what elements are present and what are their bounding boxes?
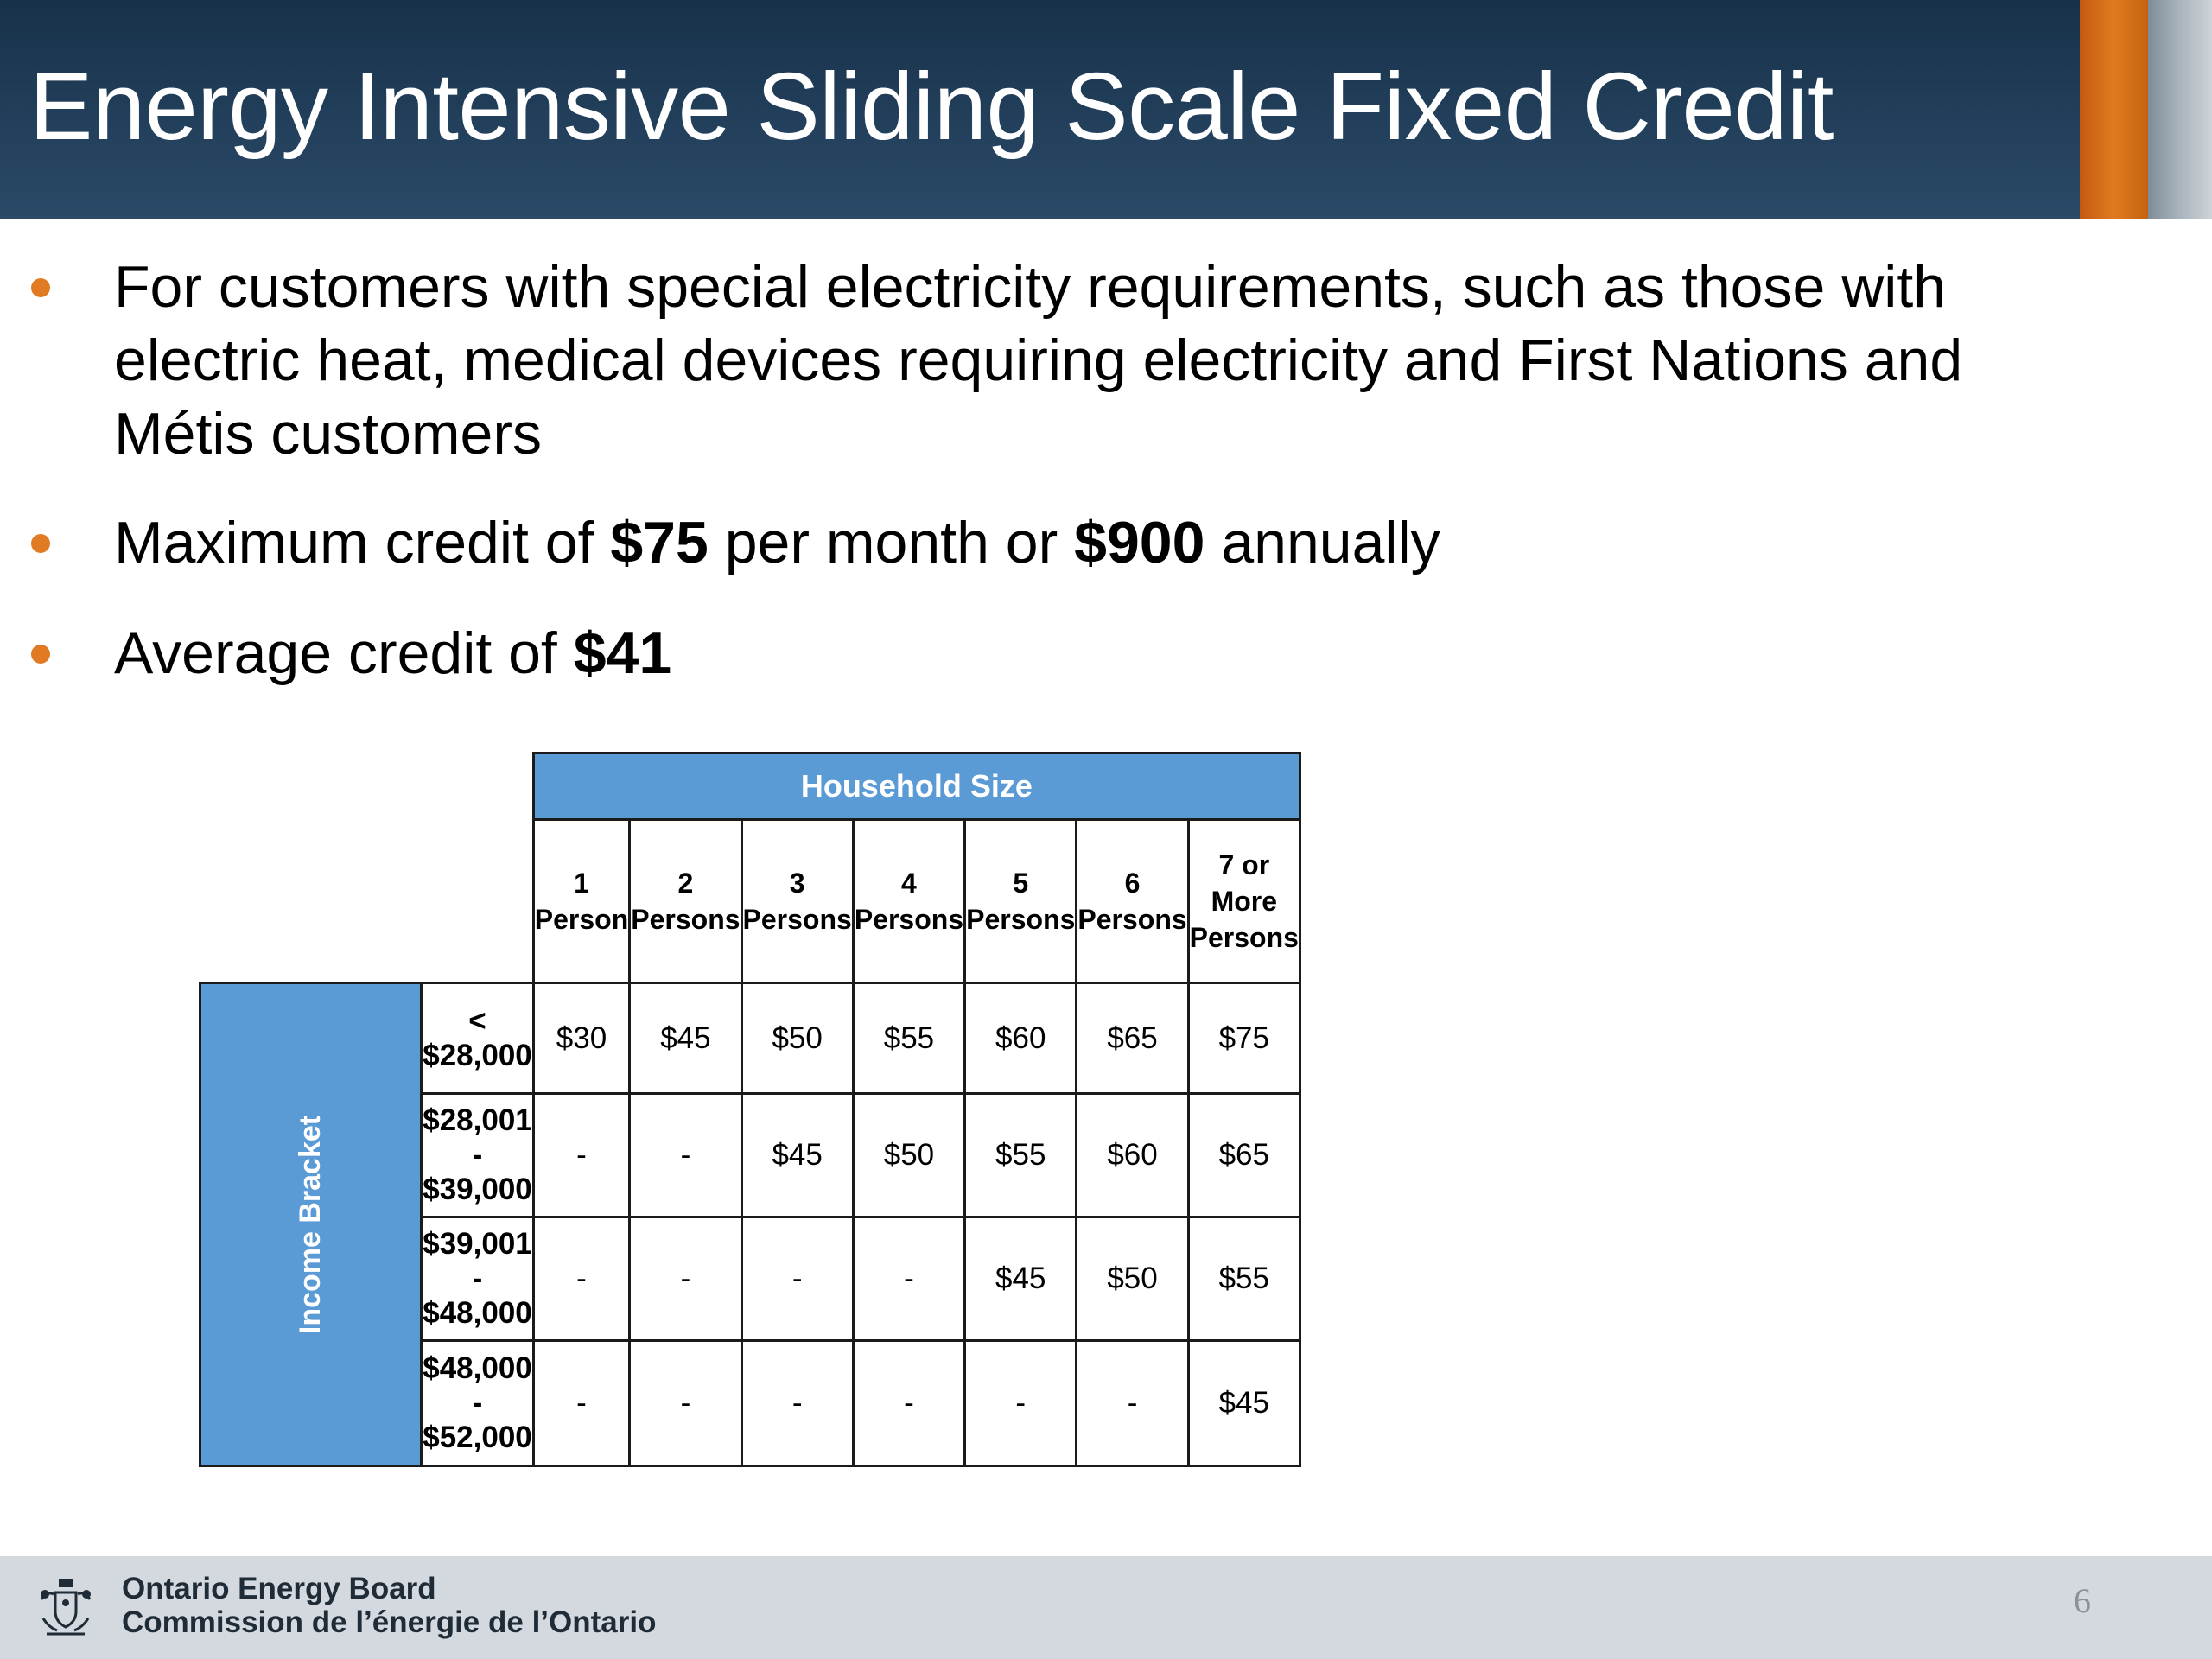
- table-cell: -: [630, 1341, 741, 1466]
- column-header-line: 3: [789, 868, 805, 899]
- max-monthly-credit: $75: [610, 510, 709, 575]
- gray-accent-stripe: [2148, 0, 2212, 219]
- table-cell: $45: [1188, 1341, 1300, 1466]
- column-header: [1077, 820, 1188, 983]
- column-header-line: 1 Person: [534, 868, 629, 935]
- ontario-coat-of-arms-icon: [35, 1573, 97, 1639]
- column-header-line: Persons: [631, 904, 741, 935]
- row-header: $48,000 - $52,000: [422, 1341, 534, 1466]
- table-cell: $30: [533, 983, 629, 1094]
- column-header: [853, 820, 964, 983]
- table-cell: $65: [1077, 983, 1188, 1094]
- column-header-line: 2: [677, 868, 694, 899]
- table-cell: -: [741, 1341, 853, 1466]
- average-credit: $41: [573, 620, 672, 686]
- column-header-line: Persons: [742, 904, 852, 935]
- table-cell: $55: [853, 983, 964, 1094]
- table-cell: $45: [741, 1094, 853, 1217]
- table-corner-empty: [200, 753, 534, 820]
- table-cell: $60: [1077, 1094, 1188, 1217]
- table-cell: $50: [853, 1094, 964, 1217]
- row-header: < $28,000: [422, 983, 534, 1094]
- table-cell: -: [853, 1341, 964, 1466]
- bullet-dot-icon: [31, 645, 50, 664]
- column-header: [1188, 820, 1300, 983]
- income-bracket-header: [200, 983, 422, 1466]
- income-bracket-label: Income Bracket: [294, 1115, 327, 1334]
- column-header-line: 7 or More: [1211, 849, 1278, 917]
- column-header-line: 4: [901, 868, 917, 899]
- table-cell: $75: [1188, 983, 1300, 1094]
- table-cell: -: [853, 1217, 964, 1341]
- table-cell: -: [965, 1341, 1077, 1466]
- table-row: [200, 983, 1300, 1094]
- bullet-dot-icon: [31, 278, 50, 297]
- column-header-line: Persons: [966, 904, 1076, 935]
- bullet-text-part: Average credit of: [114, 620, 574, 686]
- table-cell: $45: [965, 1217, 1077, 1341]
- household-size-header: Household Size: [533, 753, 1300, 820]
- table-cell: $60: [965, 983, 1077, 1094]
- table-cell: -: [533, 1217, 629, 1341]
- column-header-line: 5: [1013, 868, 1029, 899]
- title-bar: [0, 0, 2212, 219]
- footer-bar: [0, 1556, 2212, 1659]
- row-header: $28,001 - $39,000: [422, 1094, 534, 1217]
- max-annual-credit: $900: [1074, 510, 1205, 575]
- table-cell: -: [533, 1094, 629, 1217]
- column-header-line: Persons: [1189, 922, 1299, 953]
- column-header: [533, 820, 629, 983]
- bullet-text: For customers with special electricity requirements, such as those with electric heat, medical devices requiring electricity and First Nations and Métis customers: [114, 254, 1963, 467]
- column-header: [630, 820, 741, 983]
- table-cell: $50: [1077, 1217, 1188, 1341]
- bullet-text: [114, 617, 2101, 690]
- column-header-line: 6 Persons: [1077, 868, 1187, 935]
- page-number: 6: [2074, 1581, 2091, 1620]
- table-cell: -: [1077, 1341, 1188, 1466]
- slide-title: Energy Intensive Sliding Scale Fixed Credit: [29, 54, 1834, 160]
- org-name-french: Commission de l’énergie de l’Ontario: [122, 1605, 657, 1639]
- table-cell: -: [630, 1217, 741, 1341]
- orange-accent-stripe: [2080, 0, 2148, 219]
- table-cell: -: [741, 1217, 853, 1341]
- bullet-text-part: per month or: [708, 510, 1075, 575]
- table-cell: $45: [630, 983, 741, 1094]
- table-cell: $65: [1188, 1094, 1300, 1217]
- row-header: $39,001 - $48,000: [422, 1217, 534, 1341]
- bullet-text-part: Maximum credit of: [114, 510, 611, 575]
- bullet-text: [114, 506, 2101, 580]
- bullet-dot-icon: [31, 534, 50, 553]
- column-header: [965, 820, 1077, 983]
- column-header-line: Persons: [854, 904, 964, 935]
- credit-table: [199, 752, 1301, 1467]
- org-name-english: Ontario Energy Board: [122, 1572, 436, 1605]
- table-cell: $55: [965, 1094, 1077, 1217]
- table-cell: $50: [741, 983, 853, 1094]
- table-cell: -: [533, 1341, 629, 1466]
- table-cell: $55: [1188, 1217, 1300, 1341]
- table-cell: -: [630, 1094, 741, 1217]
- table-corner-empty: [200, 820, 534, 983]
- column-header: [741, 820, 853, 983]
- bullet-text-part: annually: [1205, 510, 1440, 575]
